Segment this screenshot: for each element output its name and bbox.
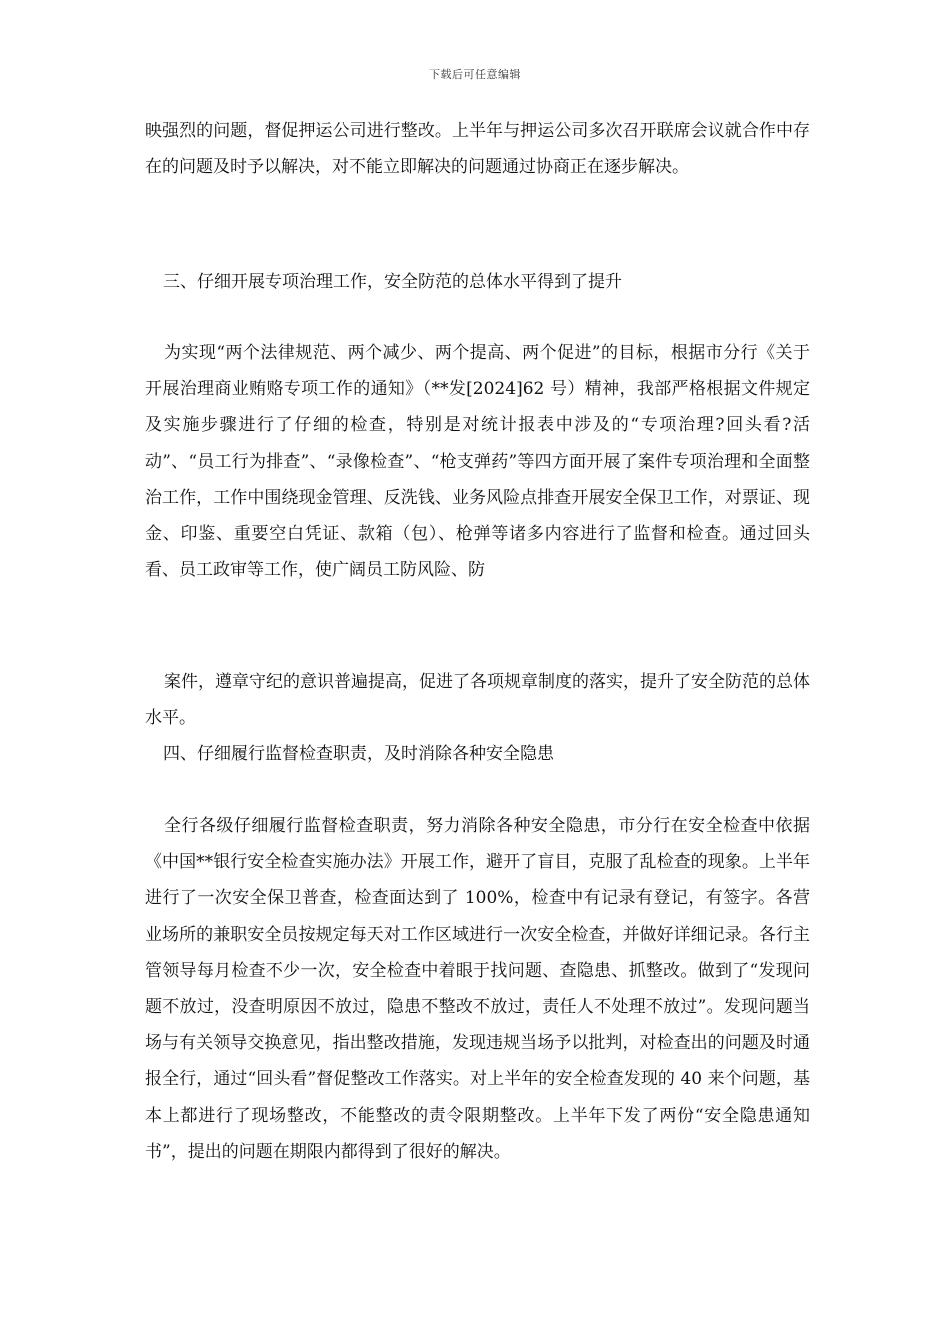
paragraph-special-governance: 为实现“两个法律规范、两个减少、两个提高、两个促进”的目标，根据市分行《关于开展治理商业贿赂专项工作的通知》（**发[2024]62 号）精神，我部严格根据文件规定及实施步骤进行了仔细的检查，特别是对统计报表中涉及的“专项治理?回头看?活动”、“员工行为排查”、“录像检查”、“枪支弹药”等四方面开展了案件专项治理和全面整治工作，工作中围绕现金管理、反洗钱、业务风险点排查开展安全保卫工作，对票证、现金、印鉴、重要空白凭证、款箱（包）、枪弹等诸多内容进行了监督和检查。通过回头看、员工政审等工作，使广阔员工防风险、防 [145,343,810,581]
section-heading-3: 三、仔细开展专项治理工作，安全防范的总体水平得到了提升 [163,272,622,292]
paragraph-escort-rectification: 映强烈的问题，督促押运公司进行整改。上半年与押运公司多次召开联席会议就合作中存在的问题及时予以解决，对不能立即解决的问题通过协商正在逐步解决。 [145,121,810,178]
paragraph-case-awareness: 案件，遵章守纪的意识普遍提高，促进了各项规章制度的落实，提升了安全防范的总体水平。 [145,672,810,729]
page-header-note: 下载后可任意编辑 [429,68,521,81]
section-heading-4: 四、仔细履行监督检查职责，及时消除各种安全隐患 [163,744,554,764]
paragraph-supervision-inspection: 全行各级仔细履行监督检查职责，努力消除各种安全隐患，市分行在安全检查中依据《中国**银行安全检查实施办法》开展工作，避开了盲目，克服了乱检查的现象。上半年进行了一次安全保卫普查，检查面达到了 100%，检查中有记录有登记，有签字。各营业场所的兼职安全员按规定每天对工作区域进行一次安全检查，并做好详细记录。各行主管领导每月检查不少一次，安全检查中着眼于找问题、查隐患、抓整改。做到了“发现问题不放过，没查明原因不放过，隐患不整改不放过，责任人不处理不放过”。发现问题当场与有关领导交换意见，指出整改措施，发现违规当场予以批判，对检查出的问题及时通报全行，通过“回头看”督促整改工作落实。对上半年的安全检查发现的 40 来个问题，基本上都进行了现场整改，不能整改的责令限期整改。上半年下发了两份“安全隐患通知书”，提出的问题在期限内都得到了很好的解决。 [145,816,810,1162]
